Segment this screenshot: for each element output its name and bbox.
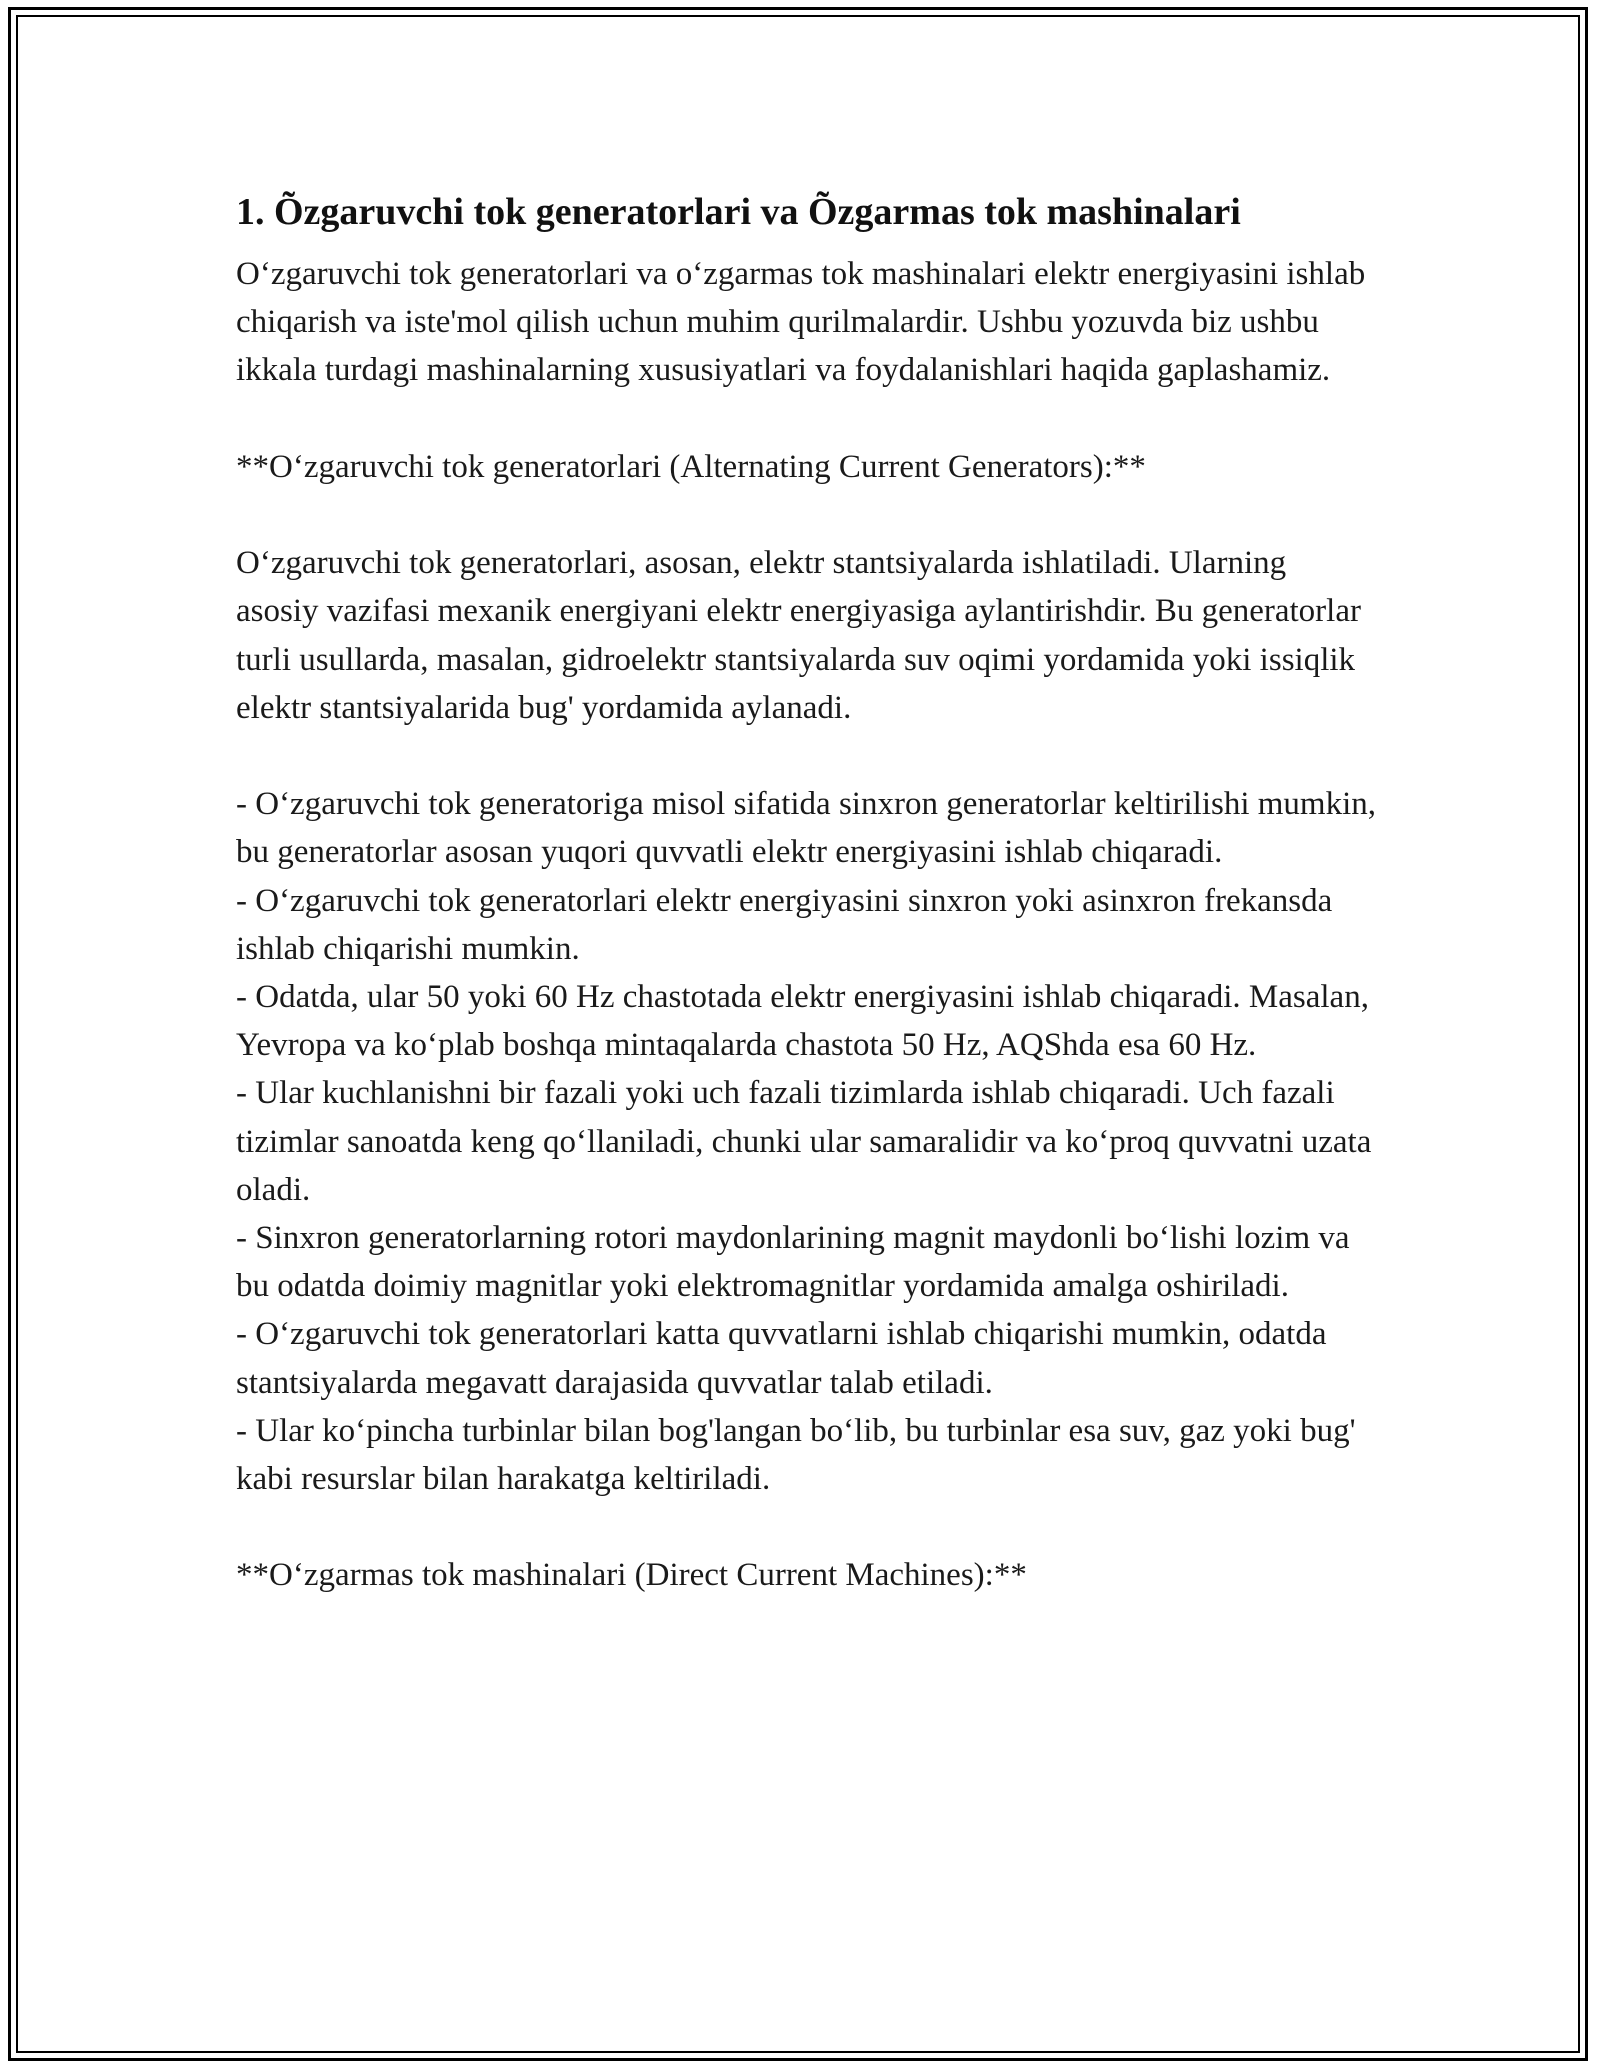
section-heading-dc-machines: **O‘zgarmas tok mashinalari (Direct Current Machines):** bbox=[236, 1557, 1027, 1594]
document-title: 1. Õzgaruvchi tok generatorlari va Õzgarmas tok mashinalari bbox=[236, 191, 1241, 233]
list-item: - Sinxron generatorlarning rotori maydonlarining magnit maydonli bo‘lishi lozim va bu odatda doimiy magnitlar yoki elektromagnitlar yordamida amalga oshiriladi. bbox=[236, 1220, 1350, 1305]
list-item: - O‘zgaruvchi tok generatorlari katta quvvatlarni ishlab chiqarishi mumkin, odatda stantsiyalarda megavatt darajasida quvvatlar talab etiladi. bbox=[236, 1316, 1327, 1401]
document-body bbox=[236, 186, 1376, 1600]
blank-line bbox=[236, 395, 1376, 443]
blank-line bbox=[236, 491, 1376, 539]
list-item: - Ular kuchlanishni bir fazali yoki uch fazali tizimlarda ishlab chiqaradi. Uch fazali tizimlar sanoatda keng qo‘llaniladi, chunki ular samaralidir va ko‘proq quvvatni uzata oladi. bbox=[236, 1075, 1372, 1208]
intro-paragraph: O‘zgaruvchi tok generatorlari va o‘zgarmas tok mashinalari elektr energiyasini ishlab chiqarish va iste'mol qilish uchun muhim qurilmalardir. Ushbu yozuvda biz ushbu ikkala turdagi mashinalarning xususiyatlari va foydalanishlari haqida gaplashamiz. bbox=[236, 256, 1366, 389]
section-heading-ac-generators: **O‘zgaruvchi tok generatorlari (Alternating Current Generators):** bbox=[236, 448, 1146, 485]
list-item: - Odatda, ular 50 yoki 60 Hz chastotada elektr energiyasini ishlab chiqaradi. Masalan, Yevropa va ko‘plab boshqa mintaqalarda chastota 50 Hz, AQShda esa 60 Hz. bbox=[236, 979, 1369, 1064]
spacer bbox=[236, 238, 1376, 250]
list-item: - Ular ko‘pincha turbinlar bilan bog'langan bo‘lib, bu turbinlar esa suv, gaz yoki bug' kabi resurslar bilan harakatga keltiriladi. bbox=[236, 1412, 1356, 1498]
blank-line bbox=[236, 1503, 1376, 1551]
list-item: - O‘zgaruvchi tok generatoriga misol sifatida sinxron generatorlar keltirilishi mumkin, bu generatorlar asosan yuqori quvvatli elektr energiyasini ishlab chiqaradi. bbox=[236, 786, 1377, 871]
list-item: - O‘zgaruvchi tok generatorlari elektr energiyasini sinxron yoki asinxron frekansda ishlab chiqarishi mumkin. bbox=[236, 882, 1333, 967]
ac-generators-paragraph: O‘zgaruvchi tok generatorlari, asosan, elektr stantsiyalarda ishlatiladi. Ularning asosiy vazifasi mexanik energiyani elektr energiyasiga aylantirishdir. Bu generatorlar turli usullarda, masalan, gidroelektr stantsiyalarda suv oqimi yordamida yoki issiqlik elektr stantsiyalarida bug' yordamida aylanadi. bbox=[236, 545, 1361, 726]
blank-line bbox=[236, 732, 1376, 780]
